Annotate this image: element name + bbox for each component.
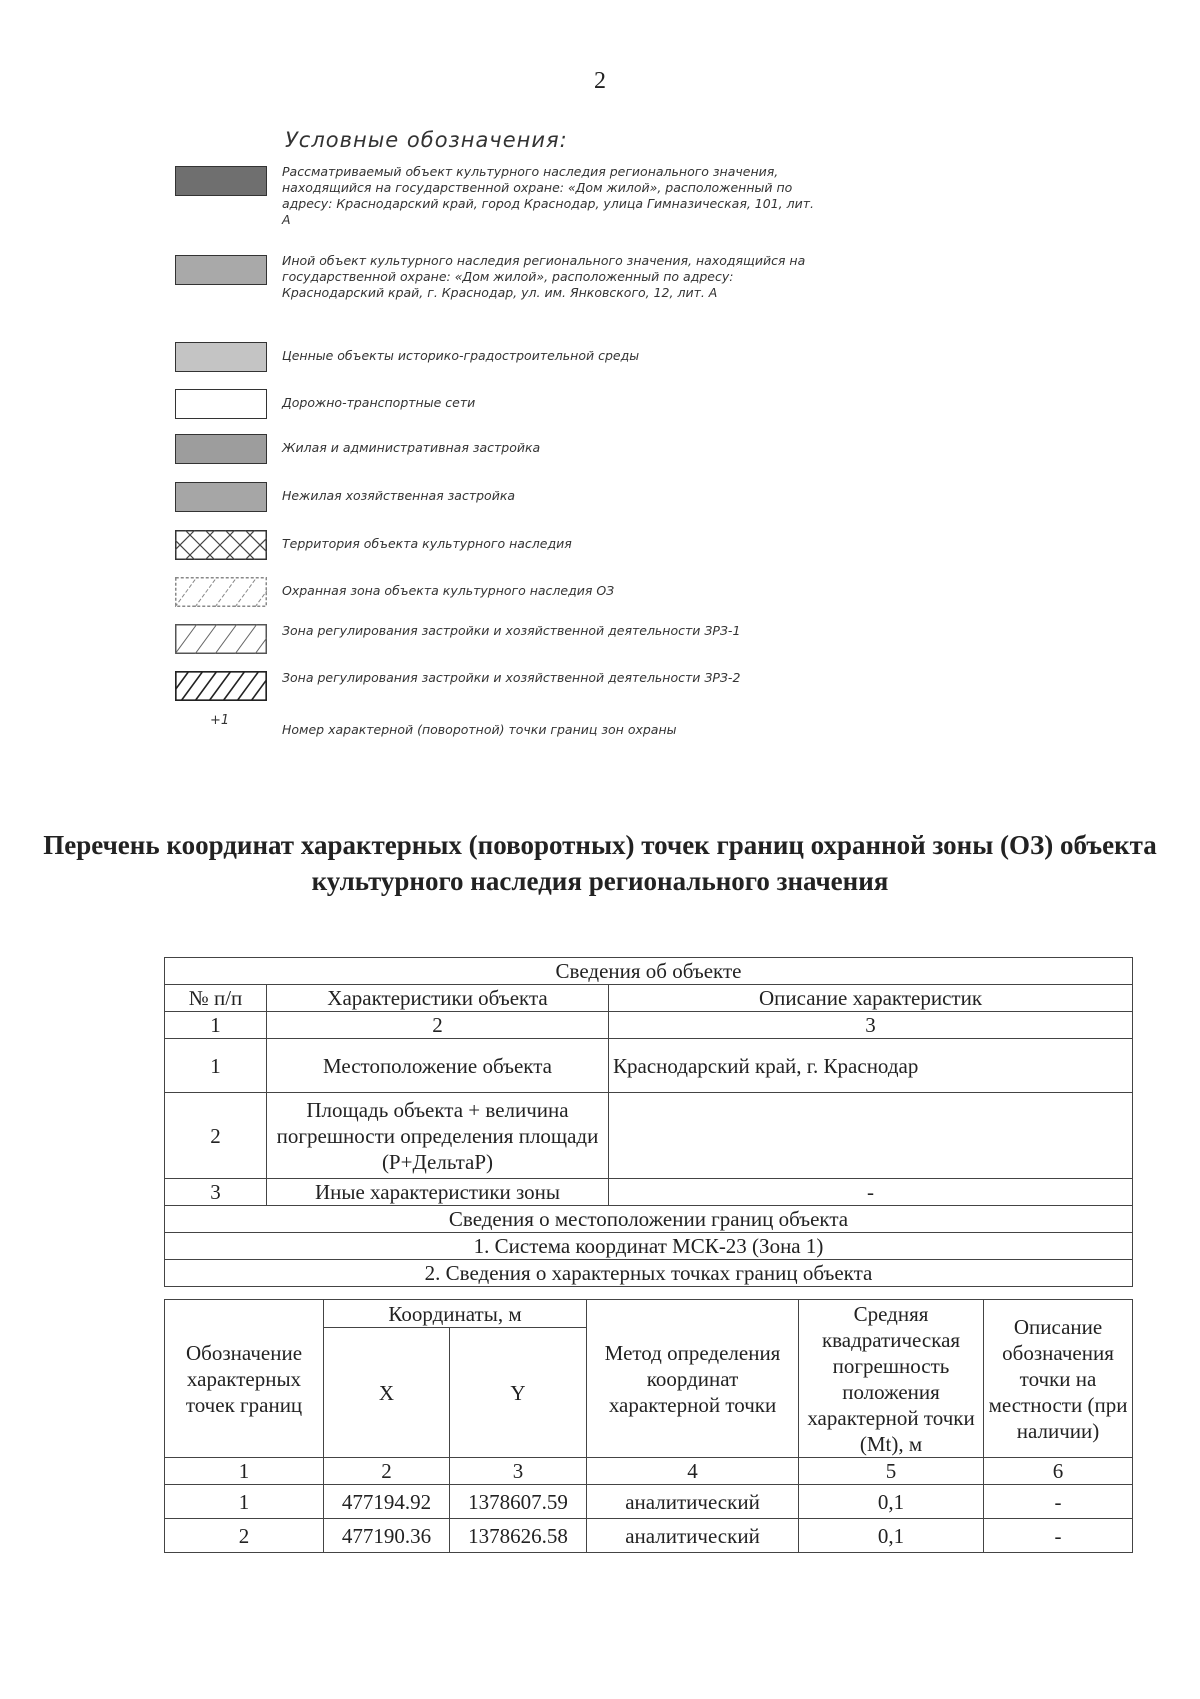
legend-text: Номер характерной (поворотной) точки границ зон охраны: [282, 722, 677, 737]
column-number: 3: [450, 1458, 587, 1485]
header-error: Средняя квадратическая погрешность положения характерной точки (Mt), м: [799, 1300, 984, 1458]
characteristic-value: -: [609, 1179, 1133, 1206]
legend-text: Дорожно-транспортные сети: [282, 395, 476, 410]
points-title: 2. Сведения о характерных точках границ объекта: [165, 1260, 1133, 1287]
legend-text: Ценные объекты историко-градостроительной среды: [282, 348, 640, 363]
table-row: [165, 1458, 1133, 1485]
row-number: 3: [165, 1179, 267, 1206]
table-row: [165, 958, 1133, 985]
column-number: 2: [267, 1012, 609, 1039]
legend-swatch-nonresidential: [175, 482, 267, 512]
point-y: 1378626.58: [450, 1519, 587, 1553]
point-description: -: [984, 1519, 1133, 1553]
characteristic-name: Иные характеристики зоны: [267, 1179, 609, 1206]
legend-text: Зона регулирования застройки и хозяйственной деятельности ЗРЗ-2: [282, 670, 741, 685]
table-row: [165, 1179, 1133, 1206]
legend-swatch-hatch: [175, 624, 267, 654]
legend-swatch-light: [175, 342, 267, 372]
point-method: аналитический: [587, 1485, 799, 1519]
table-row: [165, 1485, 1133, 1519]
header-designation: Обозначение характерных точек границ: [165, 1300, 324, 1458]
legend-swatch-crosshatch: [175, 530, 267, 560]
header-y: Y: [450, 1328, 587, 1458]
point-error: 0,1: [799, 1519, 984, 1553]
table-row: [165, 985, 1133, 1012]
legend-swatch-dense-hatch: [175, 671, 267, 701]
point-x: 477194.92: [324, 1485, 450, 1519]
legend-text: Нежилая хозяйственная застройка: [282, 488, 516, 503]
table-row: [165, 1206, 1133, 1233]
row-number: 2: [165, 1093, 267, 1179]
coordinate-system: 1. Система координат МСК-23 (Зона 1): [165, 1233, 1133, 1260]
characteristic-value: [609, 1093, 1133, 1179]
column-number: 1: [165, 1012, 267, 1039]
table-title: Сведения об объекте: [165, 958, 1133, 985]
legend-swatch-light-hatch: [175, 577, 267, 607]
legend-text: Жилая и административная застройка: [282, 440, 541, 455]
table-row: [165, 1260, 1133, 1287]
legend-text: Зона регулирования застройки и хозяйственной деятельности ЗРЗ-1: [282, 623, 741, 638]
legend-text: Территория объекта культурного наследия: [282, 536, 572, 551]
table-row: [165, 1519, 1133, 1553]
legend-title: Условные обозначения:: [285, 128, 568, 152]
header-cell: Описание характеристик: [609, 985, 1133, 1012]
document-heading: Перечень координат характерных (поворотных) точек границ охранной зоны (ОЗ) объекта культурного наследия регионального значения: [43, 830, 1157, 896]
point-method: аналитический: [587, 1519, 799, 1553]
object-info-table: [164, 957, 1133, 1287]
point-description: -: [984, 1485, 1133, 1519]
header-method: Метод определения координат характерной точки: [587, 1300, 799, 1458]
characteristic-value: Краснодарский край, г. Краснодар: [609, 1039, 1133, 1093]
point-id: 1: [165, 1485, 324, 1519]
points-table: [164, 1299, 1133, 1553]
column-number: 1: [165, 1458, 324, 1485]
header-description: Описание обозначения точки на местности (при наличии): [984, 1300, 1133, 1458]
legend-swatch-dark: [175, 166, 267, 196]
legend-text: Иной объект культурного наследия регионального значения, находящийся на государственной охране: «Дом жилой», расположенный по адресу: Краснодарский край, г. Краснодар, ул. им. Янковского, 12, лит. А: [282, 253, 806, 300]
header-coordinates: Координаты, м: [324, 1300, 587, 1328]
point-error: 0,1: [799, 1485, 984, 1519]
section-title: Сведения о местоположении границ объекта: [165, 1206, 1133, 1233]
table-row: [165, 1300, 1133, 1328]
characteristic-name: Местоположение объекта: [267, 1039, 609, 1093]
point-marker-symbol: +1: [210, 713, 230, 728]
header-cell: Характеристики объекта: [267, 985, 609, 1012]
page-number: 2: [594, 68, 606, 94]
table-row: [165, 1039, 1133, 1093]
legend-text: Рассматриваемый объект культурного наследия регионального значения, находящийся на государственной охране: «Дом жилой», расположенный по адресу: Краснодарский край, город Краснодар, улица Гимназическая, 101, лит. А: [282, 164, 814, 227]
column-number: 4: [587, 1458, 799, 1485]
column-number: 2: [324, 1458, 450, 1485]
legend-swatch-residential: [175, 434, 267, 464]
row-number: 1: [165, 1039, 267, 1093]
legend-text: Охранная зона объекта культурного наследия ОЗ: [282, 583, 615, 598]
column-number: 3: [609, 1012, 1133, 1039]
header-x: X: [324, 1328, 450, 1458]
table-row: [165, 1012, 1133, 1039]
point-x: 477190.36: [324, 1519, 450, 1553]
legend-swatch-white: [175, 389, 267, 419]
table-row: [165, 1233, 1133, 1260]
characteristic-name: Площадь объекта + величина погрешности определения площади (Р+ДельтаР): [267, 1093, 609, 1179]
point-id: 2: [165, 1519, 324, 1553]
legend-swatch-gray: [175, 255, 267, 285]
table-row: [165, 1093, 1133, 1179]
point-y: 1378607.59: [450, 1485, 587, 1519]
header-cell: № п/п: [165, 985, 267, 1012]
column-number: 6: [984, 1458, 1133, 1485]
column-number: 5: [799, 1458, 984, 1485]
